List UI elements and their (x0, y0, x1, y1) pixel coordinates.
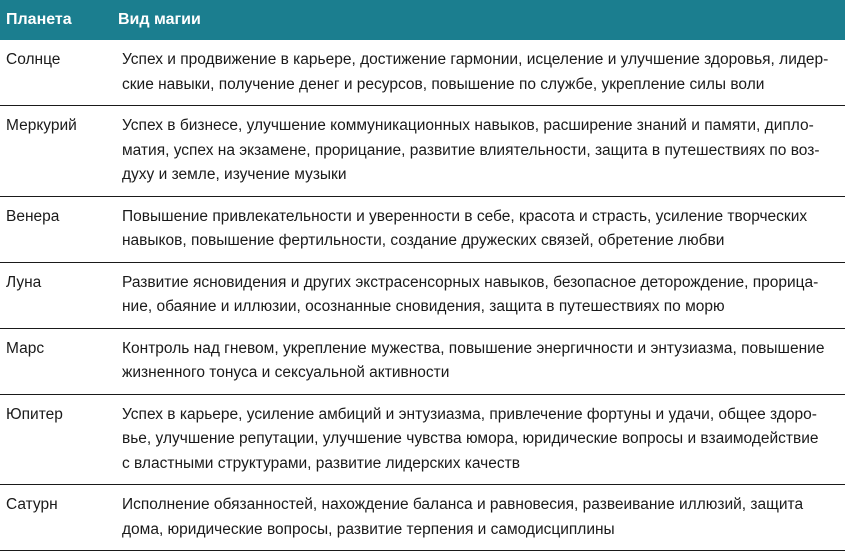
magic-cell (112, 106, 845, 197)
magic-cell (112, 196, 845, 262)
magic-line: Исполнение обязанностей, нахождение баланса и равновесия, развеивание иллюзий, защита (122, 496, 804, 513)
magic-line: духу и земле, изучение музыки (122, 166, 347, 183)
table-body (0, 40, 845, 551)
magic-line: ские навыки, получение денег и ресурсов, повышение по службе, укрепление силы воли (122, 75, 765, 93)
magic-cell (112, 394, 845, 485)
magic-line: ние, обаяние и иллюзии, осознанные сновидения, защита в путешествиях по морю (122, 298, 725, 315)
planet-cell: Солнце (0, 40, 112, 106)
magic-line: дома, юридические вопросы, развитие терпения и самодисциплины (122, 520, 615, 538)
table-header (0, 0, 845, 40)
magic-line: Успех в карьере, усиление амбиций и энтузиазма, привлечение фортуны и удачи, общее здоро- (122, 405, 817, 423)
planet-cell: Венера (0, 196, 112, 262)
planet-cell: Луна (0, 262, 112, 328)
header-planet: Планета (6, 11, 72, 28)
magic-line: Повышение привлекательности и уверенности в себе, красота и страсть, усиление творческих (122, 207, 808, 225)
magic-line: с властными структурами, развитие лидерских качеств (122, 454, 520, 472)
magic-cell (112, 40, 845, 106)
planet-cell: Марс (0, 328, 112, 394)
magic-line: Контроль над гневом, укрепление мужества, повышение энергичности и энтузиазма, повышение (122, 339, 825, 357)
magic-line: Развитие ясновидения и других экстрасенсорных навыков, безопасное деторождение, прорица- (122, 273, 819, 291)
table-row (0, 196, 845, 262)
table-row (0, 40, 845, 106)
magic-line: Успех в бизнесе, улучшение коммуникационных навыков, расширение знаний и памяти, дипло- (122, 117, 814, 134)
magic-line: жизненного тонуса и сексуальной активности (122, 364, 450, 381)
planet-cell: Меркурий (0, 106, 112, 197)
table-row (0, 485, 845, 551)
planet-cell: Юпитер (0, 394, 112, 485)
magic-cell (112, 262, 845, 328)
table-row (0, 394, 845, 485)
magic-line: вье, улучшение репутации, улучшение чувства юмора, юридические вопросы и взаимодействие (122, 430, 819, 447)
table-row (0, 106, 845, 197)
header-magic: Вид магии (118, 10, 201, 28)
table-row (0, 328, 845, 394)
magic-cell (112, 485, 845, 551)
planet-cell: Сатурн (0, 485, 112, 551)
magic-cell (112, 328, 845, 394)
table-row (0, 262, 845, 328)
magic-line: навыков, повышение фертильности, создание дружеских связей, обретение любви (122, 232, 725, 249)
magic-line: Успех и продвижение в карьере, достижение гармонии, исцеление и улучшение здоровья, лидер- (122, 51, 829, 68)
magic-line: матия, успех на экзамене, прорицание, развитие влиятельности, защита в путешествиях по воз- (122, 141, 820, 159)
